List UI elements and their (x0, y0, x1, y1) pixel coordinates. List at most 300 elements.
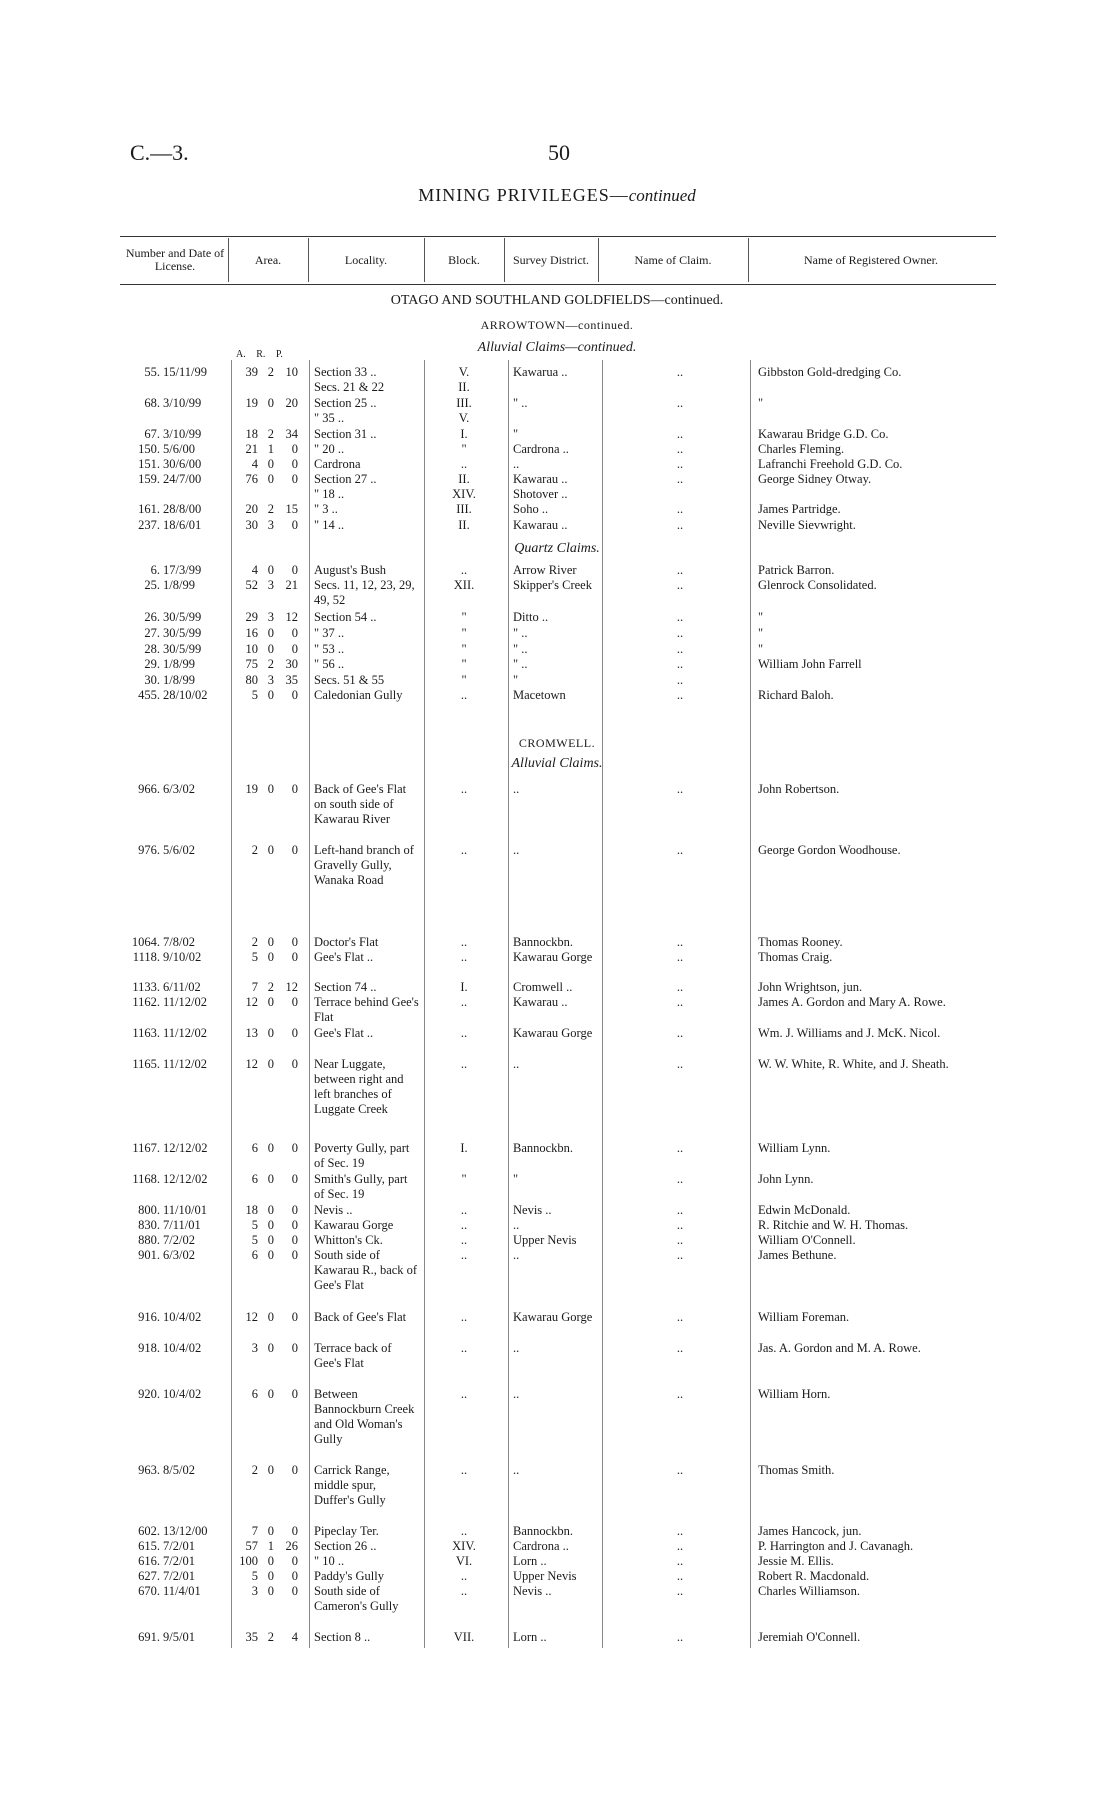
registered-owner: Kawarau Bridge G.D. Co. (758, 427, 889, 441)
block: V. (458, 411, 470, 425)
area-roods: 3 (267, 673, 274, 687)
license-date: 12/12/02 (163, 1141, 208, 1155)
license-number: 159. (138, 472, 160, 486)
block: .. (460, 688, 468, 702)
license-number: 6. (150, 563, 160, 577)
area-roods: 0 (267, 1524, 274, 1538)
license-date: 6/3/02 (163, 1248, 195, 1262)
area-perches: 35 (285, 673, 298, 687)
license-date: 12/12/02 (163, 1172, 208, 1186)
registered-owner: Glenrock Consolidated. (758, 578, 877, 592)
registered-owner: Charles Williamson. (758, 1584, 861, 1598)
license-date: 10/4/02 (163, 1341, 202, 1355)
area-acres: 21 (245, 442, 258, 456)
col-divider (424, 238, 425, 282)
area-perches: 0 (291, 642, 298, 656)
license-date: 10/4/02 (163, 1387, 202, 1401)
locality: Section 54 .. (314, 610, 377, 624)
license-date: 10/4/02 (163, 1310, 202, 1324)
area-acres: 4 (251, 563, 258, 577)
survey-district: " .. (513, 657, 528, 671)
survey-district: Nevis .. (513, 1584, 552, 1598)
area-acres: 5 (251, 950, 258, 964)
claim-name: .. (676, 642, 684, 656)
section-alluvial: Alluvial Claims. (511, 756, 603, 771)
claim-name: .. (676, 1524, 684, 1538)
area-roods: 0 (267, 950, 274, 964)
area-roods: 0 (267, 1026, 274, 1040)
license-date: 6/3/02 (163, 782, 195, 796)
survey-district: .. (513, 843, 520, 857)
license-number: 830. (138, 1218, 160, 1232)
locality: Section 74 .. (314, 980, 377, 994)
area-acres: 76 (245, 472, 258, 486)
registered-owner: P. Harrington and J. Cavanagh. (758, 1539, 914, 1553)
survey-district: Lorn .. (513, 1554, 547, 1568)
area-acres: 39 (245, 365, 258, 379)
area-roods: 0 (267, 1310, 274, 1324)
claim-name: .. (676, 442, 684, 456)
claim-name: .. (676, 472, 684, 486)
block: .. (460, 1584, 468, 1598)
survey-district: Upper Nevis (513, 1233, 577, 1247)
license-number: 28. (144, 642, 160, 656)
area-acres: 19 (245, 396, 258, 410)
survey-district: Lorn .. (513, 1630, 547, 1644)
area-roods: 1 (267, 442, 274, 456)
area-acres: 5 (251, 1569, 258, 1583)
block: .. (460, 1341, 468, 1355)
col-header-block: Block. (448, 252, 480, 267)
area-perches: 34 (285, 427, 298, 441)
area-perches: 21 (285, 578, 298, 592)
block: .. (460, 1057, 468, 1071)
claim-name: .. (676, 1630, 684, 1644)
area-roods: 2 (267, 657, 274, 671)
locality: Secs. 21 & 22 (314, 380, 385, 394)
claim-name: .. (676, 396, 684, 410)
area-perches: 12 (285, 980, 298, 994)
claim-name: .. (676, 950, 684, 964)
locality: " 37 .. (314, 626, 345, 640)
license-number: 55. (144, 365, 160, 379)
registered-owner: George Sidney Otway. (758, 472, 872, 486)
block: I. (460, 1141, 468, 1155)
license-date: 7/2/01 (163, 1554, 195, 1568)
license-number: 602. (138, 1524, 160, 1538)
area-acres: 3 (251, 1584, 258, 1598)
license-date: 1/8/99 (163, 657, 195, 671)
registered-owner: William O'Connell. (758, 1233, 856, 1247)
area-roods: 0 (267, 1141, 274, 1155)
area-acres: 75 (245, 657, 258, 671)
claim-name: .. (676, 688, 684, 702)
license-number: 615. (138, 1539, 160, 1553)
license-date: 24/7/00 (163, 472, 202, 486)
registered-owner: Patrick Barron. (758, 563, 835, 577)
registered-owner: Wm. J. Williams and J. McK. Nicol. (758, 1026, 941, 1040)
claim-name: .. (676, 782, 684, 796)
locality: Section 8 .. (314, 1630, 371, 1644)
registered-owner: William John Farrell (758, 657, 862, 671)
registered-owner: Lafranchi Freehold G.D. Co. (758, 457, 903, 471)
license-number: 67. (144, 427, 160, 441)
section-arrowtown: ARROWTOWN—continued. (480, 318, 634, 332)
section-otago: OTAGO AND SOUTHLAND GOLDFIELDS—continued. (390, 293, 724, 308)
registered-owner: Neville Sievwright. (758, 518, 856, 532)
page-title (0, 185, 1114, 206)
claim-name: .. (676, 563, 684, 577)
license-number: 25. (144, 578, 160, 592)
locality: Section 33 .. (314, 365, 377, 379)
claim-name: .. (676, 1463, 684, 1477)
claim-name: .. (676, 1218, 684, 1232)
locality: Section 31 .. (314, 427, 377, 441)
col-divider (504, 238, 505, 282)
license-number: 976. (138, 843, 160, 857)
registered-owner: James Hancock, jun. (758, 1524, 862, 1538)
area-roods: 1 (267, 1539, 274, 1553)
registered-owner: " (758, 610, 764, 624)
block: " (461, 642, 467, 656)
page-number: 50 (548, 140, 570, 165)
survey-district: Skipper's Creek (513, 578, 592, 592)
area-perches: 0 (291, 626, 298, 640)
license-number: 1167. (132, 1141, 160, 1155)
survey-district: " .. (513, 626, 528, 640)
block: " (461, 610, 467, 624)
area-roods: 0 (267, 563, 274, 577)
area-perches: 0 (291, 1524, 298, 1538)
license-number: 1165. (132, 1057, 160, 1071)
area-acres: 12 (245, 1310, 258, 1324)
locality: Between Bannockburn Creek and Old Woman's Gully (314, 1387, 415, 1446)
block: I. (460, 427, 468, 441)
registered-owner: Jas. A. Gordon and M. A. Rowe. (758, 1341, 921, 1355)
license-number: 916. (138, 1310, 160, 1324)
area-roods: 0 (267, 843, 274, 857)
license-date: 30/6/00 (163, 457, 202, 471)
locality: " 35 .. (314, 411, 345, 425)
block: " (461, 626, 467, 640)
area-perches: 0 (291, 1584, 298, 1598)
area-acres: 12 (245, 1057, 258, 1071)
block: II. (458, 472, 470, 486)
col-divider (748, 238, 749, 282)
area-acres: 16 (245, 626, 258, 640)
area-acres: 29 (245, 610, 258, 624)
claim-name: .. (676, 578, 684, 592)
license-date: 9/5/01 (163, 1630, 195, 1644)
survey-district: " (513, 673, 519, 687)
header-top-rule (120, 236, 996, 237)
registered-owner: William Lynn. (758, 1141, 831, 1155)
license-date: 3/10/99 (163, 396, 202, 410)
area-acres: 3 (251, 1341, 258, 1355)
survey-district: Ditto .. (513, 610, 549, 624)
area-roods: 0 (267, 1341, 274, 1355)
area-perches: 0 (291, 1233, 298, 1247)
registered-owner: John Lynn. (758, 1172, 814, 1186)
claim-name: .. (676, 1539, 684, 1553)
block: .. (460, 563, 468, 577)
area-perches: 0 (291, 1554, 298, 1568)
registered-owner: Charles Fleming. (758, 442, 845, 456)
area-acres: 5 (251, 1233, 258, 1247)
registered-owner: " (758, 642, 764, 656)
license-number: 26. (144, 610, 160, 624)
survey-district: " (513, 427, 519, 441)
area-perches: 0 (291, 1026, 298, 1040)
survey-district: Bannockbn. (513, 935, 574, 949)
block: .. (460, 1463, 468, 1477)
license-date: 18/6/01 (163, 518, 202, 532)
block: " (461, 673, 467, 687)
license-date: 6/11/02 (163, 980, 201, 994)
block: .. (460, 1218, 468, 1232)
license-number: 161. (138, 502, 160, 516)
area-roods: 0 (267, 1233, 274, 1247)
document-reference: C.—3. (130, 140, 189, 165)
block: III. (456, 502, 472, 516)
area-acres: 13 (245, 1026, 258, 1040)
area-perches: 0 (291, 1569, 298, 1583)
license-number: 627. (138, 1569, 160, 1583)
area-roods: 0 (267, 1218, 274, 1232)
registered-owner: Richard Baloh. (758, 688, 834, 702)
locality: " 3 .. (314, 502, 338, 516)
survey-district: .. (513, 1057, 520, 1071)
area-roods: 0 (267, 626, 274, 640)
claim-name: .. (676, 1387, 684, 1401)
area-acres: 6 (251, 1141, 258, 1155)
area-roods: 3 (267, 518, 274, 532)
claim-name: .. (676, 518, 684, 532)
area-acres: 30 (245, 518, 258, 532)
claim-name: .. (676, 610, 684, 624)
license-number: 237. (138, 518, 160, 532)
locality: Gee's Flat .. (314, 950, 374, 964)
claim-name: .. (676, 935, 684, 949)
area-perches: 0 (291, 442, 298, 456)
area-acres: 6 (251, 1172, 258, 1186)
area-acres: 2 (251, 1463, 258, 1477)
area-roods: 0 (267, 995, 274, 1009)
locality: " 14 .. (314, 518, 345, 532)
title-continued: continued (628, 186, 696, 205)
area-acres: 2 (251, 843, 258, 857)
area-acres: 18 (245, 427, 258, 441)
license-date: 30/5/99 (163, 642, 202, 656)
survey-district: Kawarua .. (513, 365, 568, 379)
block: .. (460, 1248, 468, 1262)
area-perches: 0 (291, 1172, 298, 1186)
area-acres: 6 (251, 1248, 258, 1262)
area-acres: 18 (245, 1203, 258, 1217)
license-date: 8/5/02 (163, 1463, 195, 1477)
area-roods: 0 (267, 1387, 274, 1401)
survey-district: " .. (513, 642, 528, 656)
locality: Left-hand branch of Gravelly Gully, Wanaka Road (314, 843, 414, 887)
license-date: 7/11/01 (163, 1218, 201, 1232)
area-roods: 0 (267, 642, 274, 656)
license-date: 17/3/99 (163, 563, 202, 577)
locality: South side of Cameron's Gully (314, 1584, 399, 1613)
area-perches: 0 (291, 995, 298, 1009)
license-number: 918. (138, 1341, 160, 1355)
survey-district: Macetown (513, 688, 566, 702)
area-acres: 4 (251, 457, 258, 471)
registered-owner: William Foreman. (758, 1310, 850, 1324)
area-perches: 0 (291, 843, 298, 857)
claim-name: .. (676, 457, 684, 471)
area-roods: 3 (267, 610, 274, 624)
survey-district: .. (513, 1218, 520, 1232)
license-number: 880. (138, 1233, 160, 1247)
license-date: 15/11/99 (163, 365, 207, 379)
license-date: 1/8/99 (163, 673, 195, 687)
area-acres: 7 (251, 1524, 258, 1538)
license-date: 5/6/00 (163, 442, 195, 456)
license-number: 670. (138, 1584, 160, 1598)
locality: Nevis .. (314, 1203, 353, 1217)
area-perches: 0 (291, 1387, 298, 1401)
license-date: 11/4/01 (163, 1584, 201, 1598)
block: " (461, 442, 467, 456)
area-perches: 4 (291, 1630, 298, 1644)
survey-district: " (513, 1172, 519, 1186)
col-header-survey-district: Survey District. (513, 252, 589, 267)
license-number: 1118. (132, 950, 160, 964)
locality: Near Luggate, between right and left branches of Luggate Creek (314, 1057, 404, 1116)
survey-district: Nevis .. (513, 1203, 552, 1217)
survey-district: Kawarau .. (513, 472, 568, 486)
area-roods: 0 (267, 1203, 274, 1217)
area-roods: 0 (267, 472, 274, 486)
area-units: A. R. P. (236, 349, 283, 360)
area-perches: 30 (285, 657, 298, 671)
locality: South side of Kawarau R., back of Gee's Flat (314, 1248, 418, 1292)
area-perches: 0 (291, 1203, 298, 1217)
locality: Back of Gee's Flat (314, 1310, 407, 1324)
survey-district: Bannockbn. (513, 1524, 574, 1538)
locality: Smith's Gully, part of Sec. 19 (314, 1172, 408, 1201)
area-roods: 0 (267, 1569, 274, 1583)
area-acres: 100 (239, 1554, 258, 1568)
locality: Caledonian Gully (314, 688, 403, 702)
license-number: 1133. (132, 980, 160, 994)
locality: Poverty Gully, part of Sec. 19 (314, 1141, 410, 1170)
claim-name: .. (676, 1584, 684, 1598)
license-date: 5/6/02 (163, 843, 195, 857)
claim-name: .. (676, 980, 684, 994)
license-number: 1162. (132, 995, 160, 1009)
locality: " 56 .. (314, 657, 345, 671)
claim-name: .. (676, 365, 684, 379)
block: .. (460, 843, 468, 857)
area-acres: 20 (245, 502, 258, 516)
locality: " 20 .. (314, 442, 345, 456)
license-number: 691. (138, 1630, 160, 1644)
claim-name: .. (676, 1233, 684, 1247)
license-date: 9/10/02 (163, 950, 202, 964)
area-acres: 80 (245, 673, 258, 687)
area-roods: 2 (267, 427, 274, 441)
area-acres: 35 (245, 1630, 258, 1644)
locality: Carrick Range, middle spur, Duffer's Gully (314, 1463, 390, 1507)
area-acres: 5 (251, 688, 258, 702)
registered-owner: W. W. White, R. White, and J. Sheath. (758, 1057, 949, 1071)
block: XIV. (452, 487, 476, 501)
block: VI. (455, 1554, 473, 1568)
license-number: 963. (138, 1463, 160, 1477)
claim-name: .. (676, 1026, 684, 1040)
locality: " 53 .. (314, 642, 345, 656)
registered-owner: Jeremiah O'Connell. (758, 1630, 861, 1644)
claim-name: .. (676, 673, 684, 687)
area-perches: 0 (291, 1248, 298, 1262)
claim-name: .. (676, 1057, 684, 1071)
license-number: 150. (138, 442, 160, 456)
license-number: 901. (138, 1248, 160, 1262)
survey-district: Kawarau Gorge (513, 950, 593, 964)
license-number: 29. (144, 657, 160, 671)
area-acres: 2 (251, 935, 258, 949)
area-acres: 5 (251, 1218, 258, 1232)
block: III. (456, 396, 472, 410)
block: .. (460, 950, 468, 964)
license-number: 616. (138, 1554, 160, 1568)
area-perches: 15 (285, 502, 298, 516)
survey-district: .. (513, 782, 520, 796)
survey-district: .. (513, 1387, 520, 1401)
col-divider (308, 238, 309, 282)
survey-district: Cromwell .. (513, 980, 573, 994)
registered-owner: John Wrightson, jun. (758, 980, 863, 994)
col-header-claim: Name of Claim. (634, 252, 712, 267)
col-divider (598, 238, 599, 282)
locality: Secs. 51 & 55 (314, 673, 385, 687)
license-number: 1064. (131, 935, 160, 949)
claim-name: .. (676, 427, 684, 441)
survey-district: Arrow River (513, 563, 577, 577)
registered-owner: Gibbston Gold-dredging Co. (758, 365, 902, 379)
section-alluvial-continued: Alluvial Claims—continued. (477, 340, 637, 355)
area-perches: 12 (285, 610, 298, 624)
area-perches: 20 (285, 396, 298, 410)
locality: Terrace back of Gee's Flat (314, 1341, 392, 1370)
license-date: 7/2/01 (163, 1569, 195, 1583)
survey-district: Upper Nevis (513, 1569, 577, 1583)
block: " (461, 657, 467, 671)
area-perches: 0 (291, 1310, 298, 1324)
area-perches: 0 (291, 1341, 298, 1355)
license-date: 1/8/99 (163, 578, 195, 592)
registered-owner: Robert R. Macdonald. (758, 1569, 870, 1583)
block: .. (460, 1387, 468, 1401)
area-acres: 10 (245, 642, 258, 656)
title-main: MINING PRIVILEGES— (418, 185, 629, 205)
locality: Doctor's Flat (314, 935, 379, 949)
registered-owner: Jessie M. Ellis. (758, 1554, 834, 1568)
claim-name: .. (676, 1310, 684, 1324)
area-roods: 2 (267, 502, 274, 516)
area-perches: 0 (291, 1141, 298, 1155)
claim-name: .. (676, 1341, 684, 1355)
registered-owner: " (758, 626, 764, 640)
locality: Secs. 11, 12, 23, 29, 49, 52 (314, 578, 415, 607)
license-date: 28/10/02 (163, 688, 208, 702)
